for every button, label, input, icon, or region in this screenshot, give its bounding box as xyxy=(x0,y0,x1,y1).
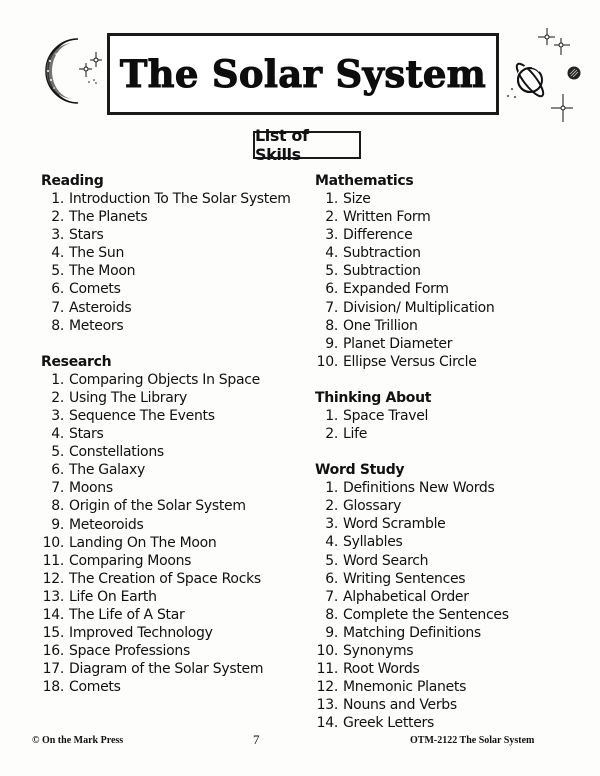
item-label: Definitions New Words xyxy=(343,480,495,497)
list-item xyxy=(315,533,509,551)
sparkle-star-icon xyxy=(535,25,585,60)
list-item xyxy=(315,642,509,660)
item-number: 8. xyxy=(51,317,64,334)
list-item xyxy=(41,244,291,262)
list-item xyxy=(315,696,509,714)
item-number: 7. xyxy=(51,480,64,497)
dots-decoration xyxy=(505,85,519,101)
list-item xyxy=(41,262,291,280)
list-item xyxy=(315,588,509,606)
item-label: Space Professions xyxy=(69,643,190,660)
item-label: Planet Diameter xyxy=(343,335,453,352)
list-item xyxy=(41,678,291,696)
item-label: Meteoroids xyxy=(69,516,144,533)
section-title: Word Study xyxy=(315,462,405,479)
list-item xyxy=(315,280,509,298)
item-label: Sequence The Events xyxy=(69,407,215,424)
item-number: 7. xyxy=(51,299,64,316)
item-number: 4. xyxy=(51,426,64,443)
list-item xyxy=(41,570,291,588)
list-item xyxy=(315,425,509,443)
list-item xyxy=(41,606,291,624)
item-label: Alphabetical Order xyxy=(343,588,469,605)
item-number: 7. xyxy=(325,588,338,605)
list-item xyxy=(315,570,509,588)
item-number: 10. xyxy=(42,534,64,551)
section-reading xyxy=(41,172,291,335)
list-item xyxy=(315,299,509,317)
item-label: Written Form xyxy=(343,209,431,226)
item-number: 2. xyxy=(51,209,64,226)
item-label: Subtraction xyxy=(343,245,421,262)
section-title: Research xyxy=(41,353,112,370)
item-label: Stars xyxy=(69,426,104,443)
item-number: 1. xyxy=(325,191,338,207)
item-number: 12. xyxy=(42,570,64,587)
list-item xyxy=(41,624,291,642)
item-number: 13. xyxy=(42,588,64,605)
list-item xyxy=(41,371,291,389)
list-item xyxy=(41,552,291,570)
item-label: One Trillion xyxy=(343,317,418,334)
item-label: Comets xyxy=(69,281,121,298)
item-label: Comparing Objects In Space xyxy=(69,371,260,388)
list-item xyxy=(41,660,291,678)
item-label: Using The Library xyxy=(69,389,187,406)
item-number: 18. xyxy=(42,679,64,696)
item-number: 5. xyxy=(325,552,338,569)
list-item xyxy=(41,443,291,461)
list-item xyxy=(41,208,291,226)
list-item xyxy=(315,678,509,696)
item-label: Diagram of the Solar System xyxy=(69,661,264,678)
item-label: Difference xyxy=(343,227,413,244)
item-number: 6. xyxy=(325,570,338,587)
item-number: 11. xyxy=(42,552,64,569)
item-number: 8. xyxy=(51,498,64,515)
item-number: 5. xyxy=(51,263,64,280)
item-number: 6. xyxy=(325,281,338,298)
item-label: Word Search xyxy=(343,552,429,569)
item-label: Space Travel xyxy=(343,407,429,424)
item-number: 1. xyxy=(51,371,64,388)
item-number: 5. xyxy=(51,444,64,461)
item-label: Size xyxy=(343,191,371,207)
item-number: 3. xyxy=(51,407,64,424)
list-item xyxy=(41,389,291,407)
item-number: 1. xyxy=(325,480,338,497)
item-number: 9. xyxy=(325,335,338,352)
item-number: 9. xyxy=(325,624,338,641)
item-number: 2. xyxy=(325,426,338,443)
item-label: Introduction To The Solar System xyxy=(69,191,291,207)
item-number: 8. xyxy=(325,606,338,623)
list-item xyxy=(315,552,509,570)
section-thinking-about xyxy=(315,389,509,443)
item-number: 11. xyxy=(316,661,338,678)
list-item xyxy=(315,317,509,335)
list-item xyxy=(315,479,509,497)
item-number: 13. xyxy=(316,697,338,714)
item-number: 15. xyxy=(42,625,64,642)
list-item xyxy=(315,714,509,732)
list-item xyxy=(41,461,291,479)
item-number: 4. xyxy=(325,245,338,262)
item-number: 14. xyxy=(42,606,64,623)
item-number: 2. xyxy=(325,498,338,515)
item-label: Life On Earth xyxy=(69,588,157,605)
item-number: 7. xyxy=(325,299,338,316)
item-number: 6. xyxy=(51,462,64,479)
list-item xyxy=(41,642,291,660)
sparkle-star-icon xyxy=(547,90,577,126)
list-item xyxy=(41,280,291,298)
list-item xyxy=(315,624,509,642)
item-number: 1. xyxy=(325,407,338,424)
list-item xyxy=(315,244,509,262)
item-label: Glossary xyxy=(343,498,402,515)
list-item xyxy=(41,407,291,425)
item-number: 3. xyxy=(51,227,64,244)
item-label: Comets xyxy=(69,679,121,696)
item-label: Greek Letters xyxy=(343,715,434,732)
list-item xyxy=(315,226,509,244)
item-number: 9. xyxy=(51,516,64,533)
item-label: The Creation of Space Rocks xyxy=(69,570,261,587)
list-item xyxy=(41,425,291,443)
item-label: Ellipse Versus Circle xyxy=(343,353,477,370)
list-item xyxy=(315,497,509,515)
item-label: Word Scramble xyxy=(343,516,446,533)
item-number: 2. xyxy=(51,389,64,406)
book-code: OTM-2122 The Solar System xyxy=(410,735,535,746)
item-label: Nouns and Verbs xyxy=(343,697,457,714)
item-label: Improved Technology xyxy=(69,625,213,642)
page-title: The Solar System xyxy=(119,52,487,96)
list-item xyxy=(41,479,291,497)
title-banner xyxy=(107,33,499,115)
item-label: Writing Sentences xyxy=(343,570,466,587)
item-label: Expanded Form xyxy=(343,281,449,298)
list-item xyxy=(315,606,509,624)
section-title: Reading xyxy=(41,173,104,189)
item-label: Complete the Sentences xyxy=(343,606,509,623)
item-number: 4. xyxy=(325,534,338,551)
item-label: Moons xyxy=(69,480,113,497)
item-number: 5. xyxy=(325,263,338,280)
list-item xyxy=(315,407,509,425)
list-of-skills-box xyxy=(253,126,361,164)
item-label: The Galaxy xyxy=(69,462,145,479)
section-mathematics xyxy=(315,172,509,371)
item-label: The Moon xyxy=(69,263,136,280)
list-item xyxy=(41,226,291,244)
item-label: Landing On The Moon xyxy=(69,534,217,551)
list-item xyxy=(41,497,291,515)
item-label: Synonyms xyxy=(343,642,414,659)
list-item xyxy=(315,208,509,226)
list-item xyxy=(315,515,509,533)
item-label: Division/ Multiplication xyxy=(343,299,495,316)
item-label: Subtraction xyxy=(343,263,421,280)
item-number: 16. xyxy=(42,643,64,660)
item-label: The Planets xyxy=(69,209,148,226)
item-label: Constellations xyxy=(69,444,164,461)
item-number: 14. xyxy=(316,715,338,732)
item-label: Life xyxy=(343,426,368,443)
item-number: 17. xyxy=(42,661,64,678)
item-number: 12. xyxy=(316,679,338,696)
list-item xyxy=(315,262,509,280)
item-number: 1. xyxy=(51,191,64,207)
item-label: Root Words xyxy=(343,661,420,678)
small-planet-icon xyxy=(566,65,582,81)
item-number: 3. xyxy=(325,516,338,533)
section-research xyxy=(41,353,291,697)
list-item xyxy=(41,516,291,534)
page-footer xyxy=(0,732,600,749)
list-item xyxy=(41,190,291,208)
list-item xyxy=(41,534,291,552)
list-item xyxy=(315,335,509,353)
item-label: Syllables xyxy=(343,534,403,551)
section-title: Mathematics xyxy=(315,173,414,189)
item-number: 8. xyxy=(325,317,338,334)
item-label: Meteors xyxy=(69,317,124,334)
item-label: Matching Definitions xyxy=(343,624,481,641)
section-title: Thinking About xyxy=(315,389,432,406)
left-column xyxy=(41,172,291,714)
list-item xyxy=(315,660,509,678)
item-number: 4. xyxy=(51,245,64,262)
section-heading: List of Skills xyxy=(255,126,309,164)
item-number: 6. xyxy=(51,281,64,298)
list-item xyxy=(41,299,291,317)
item-label: Stars xyxy=(69,227,104,244)
copyright: © On the Mark Press xyxy=(32,735,124,746)
list-item xyxy=(315,190,509,208)
item-number: 10. xyxy=(316,353,338,370)
list-item xyxy=(41,588,291,606)
item-label: The Sun xyxy=(69,245,125,262)
item-label: Comparing Moons xyxy=(69,552,192,569)
page-number: 7 xyxy=(253,732,260,747)
item-number: 3. xyxy=(325,227,338,244)
section-word-study xyxy=(315,461,509,732)
item-label: The Life of A Star xyxy=(69,606,185,623)
item-number: 10. xyxy=(316,642,338,659)
item-label: Asteroids xyxy=(69,299,132,316)
item-label: Mnemonic Planets xyxy=(343,679,467,696)
list-item xyxy=(315,353,509,371)
item-number: 2. xyxy=(325,209,338,226)
right-column xyxy=(315,172,509,750)
list-item xyxy=(41,317,291,335)
item-label: Origin of the Solar System xyxy=(69,498,246,515)
sparkle-star-icon xyxy=(74,50,110,84)
